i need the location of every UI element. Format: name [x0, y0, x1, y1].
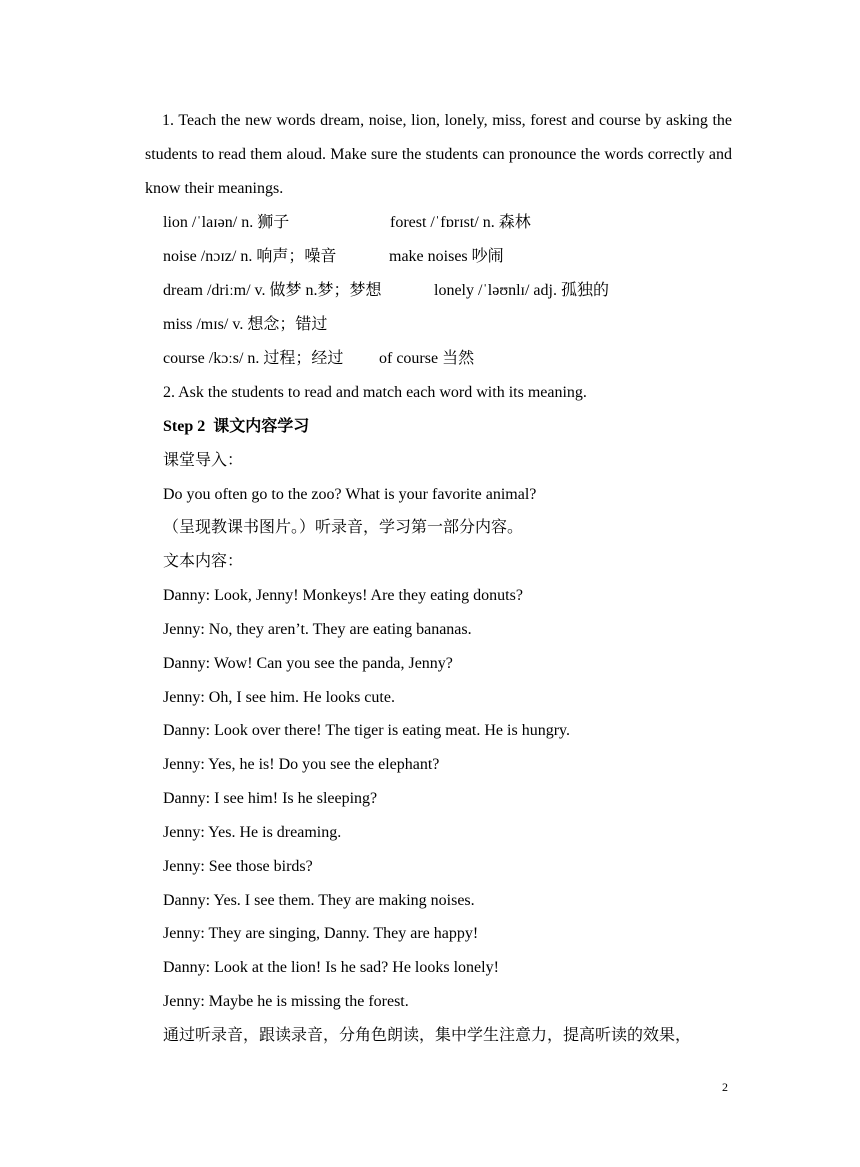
step-2-heading-cn: 课文内容学习	[213, 418, 310, 435]
dialogue-line: Danny: Look, Jenny! Monkeys! Are they eating donuts?	[163, 587, 523, 604]
vocab-noise: noise /nɔɪz/ n. 响声；噪音	[163, 248, 337, 265]
vocab-lonely: lonely /ˈləʊnlɪ/ adj. 孤独的	[434, 282, 609, 299]
dialogue-line: Danny: I see him! Is he sleeping?	[163, 790, 378, 807]
vocab-make-noises: make noises 吵闹	[389, 248, 504, 265]
item-2-text: 2. Ask the students to read and match each word with its meaning.	[163, 384, 587, 401]
vocab-miss: miss /mɪs/ v. 想念；错过	[163, 316, 328, 333]
dialogue-line: Jenny: No, they aren’t. They are eating bananas.	[163, 621, 472, 638]
lead-in-question: Do you often go to the zoo? What is your favorite animal?	[163, 486, 537, 503]
vocab-of-course: of course 当然	[379, 350, 475, 367]
dialogue-line: Jenny: See those birds?	[163, 858, 313, 875]
text-content-label: 文本内容：	[163, 553, 244, 570]
dialogue-line: Jenny: Maybe he is missing the forest.	[163, 993, 409, 1010]
dialogue-line: Danny: Look over there! The tiger is eating meat. He is hungry.	[163, 722, 570, 739]
intro-text: 1. Teach the new words dream, noise, lion, lonely, miss, forest and course by asking the students to read them aloud. Make sure the students can pronounce the words correctly and know their meanings.	[145, 112, 732, 197]
step-2-heading	[163, 417, 309, 437]
dialogue-line: Jenny: Yes. He is dreaming.	[163, 824, 342, 841]
intro-paragraph	[145, 104, 732, 206]
closing-text: 通过听录音，跟读录音，分角色朗读，集中学生注意力，提高听读的效果，	[163, 1027, 692, 1044]
dialogue-line: Jenny: They are singing, Danny. They are happy!	[163, 925, 479, 942]
vocab-dream: dream /driːm/ v. 做梦 n.梦；梦想	[163, 282, 382, 299]
dialogue-line: Danny: Wow! Can you see the panda, Jenny?	[163, 655, 453, 672]
page-number: 2	[722, 1080, 728, 1094]
vocab-lion: lion /ˈlaɪən/ n. 狮子	[163, 214, 290, 231]
lead-in-label: 课堂导入：	[163, 452, 244, 469]
vocab-course: course /kɔːs/ n. 过程；经过	[163, 350, 344, 367]
instruction-text: （呈现教课书图片。）听录音，学习第一部分内容。	[163, 519, 524, 536]
vocab-forest: forest /ˈfɒrɪst/ n. 森林	[390, 214, 531, 231]
dialogue-line: Jenny: Oh, I see him. He looks cute.	[163, 689, 395, 706]
step-2-heading-en: Step 2	[163, 418, 206, 435]
dialogue-line: Danny: Yes. I see them. They are making noises.	[163, 892, 475, 909]
dialogue-line: Danny: Look at the lion! Is he sad? He looks lonely!	[163, 959, 499, 976]
dialogue-line: Jenny: Yes, he is! Do you see the elephant?	[163, 756, 440, 773]
